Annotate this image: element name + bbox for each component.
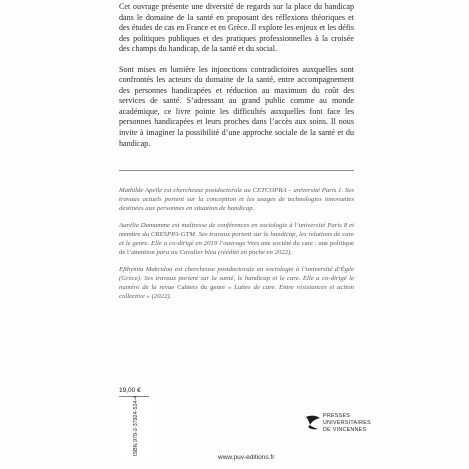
publisher-logo [304, 413, 371, 461]
barcode-area [119, 395, 159, 460]
price: 19,00 € [119, 387, 141, 394]
bio-damamme-text-end: paru au Cavalier bleu (réédité en poche en 2022). [156, 249, 293, 256]
description-paragraph-2: Sont mises en lumière les injonctions contradictoires auxquelles sont confrontés les acteurs du domaine de la santé, entre accompagnement des personnes handicapées et réduction au maximum du coût des services de santé. S’adressant au grand public comme au monde académique, ce livre pointe les difficultés auxquelles font face les personnes handicapées et leurs proches dans l’accès aux soins. Il nous invite à imaginer la possibilité d’une approche sociale de la santé et du handicap. [119, 64, 354, 148]
barcode [119, 395, 159, 460]
description-paragraph-1: Cet ouvrage présente une diversité de regards sur la place du handicap dans le domaine de la santé en proposant des réflexions théoriques et des études de cas en France et en Grèce. Il explore les enjeux et les défis des politiques publiques et des pratiques professionnelles à la croisée des champs du handicap, de la santé et du social. [119, 2, 354, 54]
bio-makridou-text-end: « Luttes de care. Entre résistances et action collective » (2022). [119, 284, 355, 300]
book-description [119, 2, 354, 149]
bio-makridou-journal: Cahiers du genre [174, 284, 228, 291]
section-divider [119, 170, 354, 171]
publisher-logo-mark [304, 415, 322, 431]
bio-damamme [119, 221, 354, 257]
isbn: ISBN 978-2-37924-524-4 [133, 395, 139, 456]
bio-damamme-text: Aurélie Damamme est maîtresse de conférences en sociologie à l’université Paris 8 et membre du CRESPPA-GTM. Ses travaux portent sur le handicap, les relations de care et le genre. Elle a co-dirigé en 2019 l’ouvrage [119, 222, 354, 247]
publisher-website: www.puv-editions.fr [218, 454, 275, 461]
bio-apelle: Mathilde Apelle est chercheuse postdoctorale au CETCOPRA – université Paris 1. Ses travaux actuels portent sur la conception et les usages de technologies innovantes destinées aux personnes en situation de handicap. [119, 187, 354, 212]
bio-makridou [119, 265, 354, 301]
author-bios [119, 186, 354, 301]
bio-makridou-text: Efthymia Makridou est chercheuse postdoctorale en sociologie à l’université d’Égée (Grèce). Ses travaux portent sur la santé, le handicap et le care. Elle a co-dirigé le numéro de la revue [119, 266, 354, 291]
bio-damamme-book-title: Vers une société du care : une politique de l’attention [119, 240, 354, 256]
publisher-name: PRESSES UNIVERSITAIRES DE VINCENNES [323, 413, 371, 434]
